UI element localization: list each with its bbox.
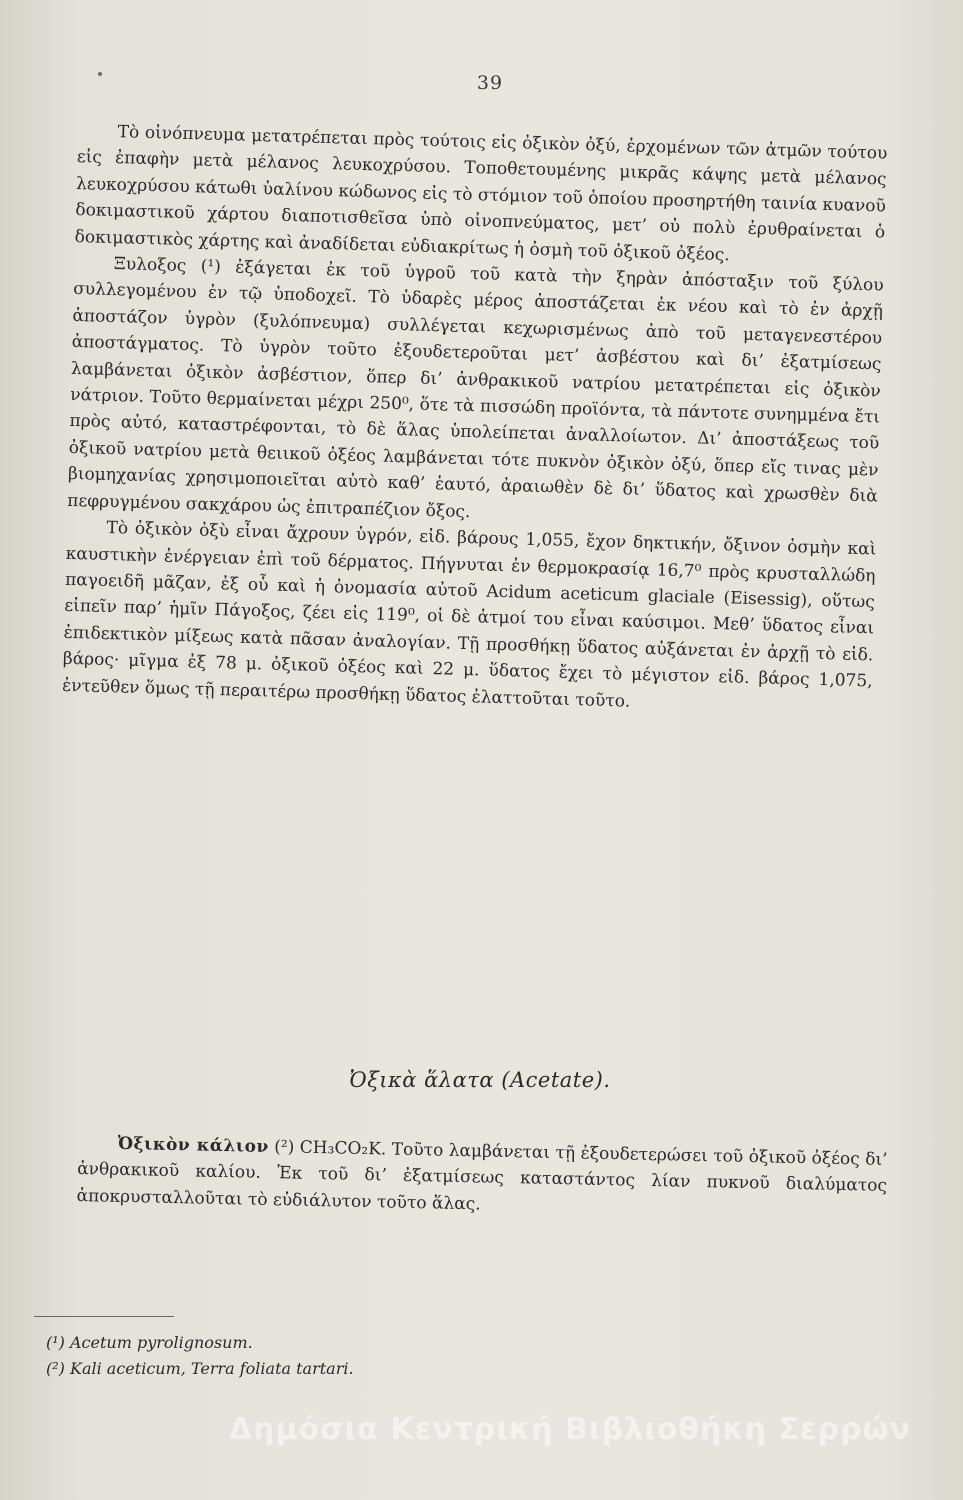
section-text	[76, 1130, 887, 1226]
section-heading: Ὀξικὰ ἅλατα (Acetate).	[349, 1068, 611, 1092]
ink-speck	[98, 72, 102, 76]
paragraph-alcohol-oxidation: Τὸ οἰνόπνευμα μετατρέπεται πρὸς τούτοις εἰς ὀξικὸν ὀξύ, ἐρχομένων τῶν ἀτμῶν τούτου εἰς ἐπαφὴν μετὰ μέλανος λευκοχρύσου. Τοποθετουμένης μικρᾶς κάψης μετὰ μέλανος λευκοχρύσου κάτωθι ὑαλίνου κώδωνος εἰς τὸ στόμιον τοῦ ὁποίου προσηρτήθη ταινία κυανοῦ δοκιμαστικοῦ χάρτου διαποτισθεῖσα ὑπὸ οἰνοπνεύματος, μετ’ οὐ πολὺ ἐρυθραίνεται ὁ δοκιμαστικὸς χάρτης καὶ ἀναδίδεται εὐδιακρίτως ἡ ὀσμὴ τοῦ ὀξικοῦ ὀξέος.	[74, 122, 888, 265]
paragraph-wood-vinegar: Ξυλοξος (¹) ἐξάγεται ἐκ τοῦ ὑγροῦ τοῦ κατὰ τὴν ξηρὰν ἀπόσταξιν τοῦ ξύλου συλλεγομένου ἐν τῷ ὑποδοχεῖ. Τὸ ὑδαρὲς μέρος ἀποστάζεται ἐκ νέου καὶ τὸ ἐν ἀρχῇ ἀποστάζον ὑγρὸν (ξυλόπνευμα) συλλέγεται κεχωρισμένως ἀπὸ τοῦ μεταγενεστέρου ἀποστάγματος. Τὸ ὑγρὸν τοῦτο ἐξουδετεροῦται μετ’ ἀσβέστου καὶ δι’ ἐξατμίσεως λαμβάνεται ὀξικὸν ἀσβέστιον, ὅπερ δι’ ἀνθρακικοῦ νατρίου μετατρέπεται εἰς ὀξικὸν νάτριον. Τοῦτο θερμαίνεται μέχρι 250⁰, ὅτε τὰ πισσώδη προϊόντα, τὰ πάντοτε συνημμένα ἔτι πρὸς αὐτό, καταστρέφονται, τὸ δὲ ἅλας ὑπολείπεται ἀναλλοίωτον. Δι’ ἀποστάξεως τοῦ ὀξικοῦ νατρίου μετὰ θειικοῦ ὀξέος λαμβάνεται τότε πυκνὸν ὀξικὸν ὀξύ, ὅπερ εἴς τινας μὲν βιομηχανίας χρησιμοποιεῖται αὐτὸ καθ’ ἑαυτό, ἀραιωθὲν δὲ δι’ ὕδατος καὶ χρωσθὲν διὰ πεφρυγμένου σακχάρου ὡς ἐπιτραπέζιον ὄξος.	[67, 254, 884, 522]
body-text	[62, 118, 888, 721]
footnote-divider	[34, 1316, 174, 1317]
page-number: 39	[476, 72, 504, 94]
footnote-1: (¹) Acetum pyrolignosum.	[46, 1333, 253, 1352]
term-potassium-acetate: Ὀξικὸν κάλιον	[117, 1133, 269, 1157]
library-watermark: Δημόσια Κεντρική Βιβλιοθήκη Σερρών	[228, 1412, 912, 1447]
footnote-2: (²) Kali aceticum, Terra foliata tartari.	[46, 1359, 354, 1378]
potassium-acetate-description: (²) CH₃CO₂K. Τοῦτο λαμβάνεται τῇ ἐξουδετερώσει τοῦ ὀξικοῦ ὀξέος δι’ ἀνθρακικοῦ καλίου. Ἐκ τοῦ δι’ ἐξατμίσεως καταστάντος λίαν πυκνοῦ διαλύματος ἀποκρυσταλλοῦται τὸ εὐδιάλυτον τοῦτο ἅλας.	[76, 1137, 888, 1215]
footnotes	[46, 1330, 646, 1382]
paragraph-potassium-acetate	[76, 1130, 887, 1226]
paragraph-acetic-acid-properties: Τὸ ὀξικὸν ὀξὺ εἶναι ἄχρουν ὑγρόν, εἰδ. βάρους 1,055, ἔχον δηκτικήν, ὄξινον ὀσμὴν καὶ καυστικὴν ἐνέργειαν ἐπὶ τοῦ δέρματος. Πήγνυται ἐν θερμοκρασίᾳ 16,7⁰ πρὸς κρυσταλλώδη παγοειδῆ μᾶζαν, ἐξ οὗ καὶ ἡ ὀνομασία αὐτοῦ Acidum aceticum glaciale (Eisessig), οὕτως εἰπεῖν παρ’ ἡμῖν Πάγοξος, ζέει εἰς 119⁰, οἱ δὲ ἀτμοί του εἶναι καύσιμοι. Μεθ’ ὕδατος εἶναι ἐπιδεκτικὸν μίξεως κατὰ πᾶσαν ἀναλογίαν. Τῇ προσθήκῃ ὕδατος αὐξάνεται ἐν ἀρχῇ τὸ εἰδ. βάρος· μῖγμα ἐξ 78 μ. ὀξικοῦ ὀξέος καὶ 22 μ. ὕδατος ἔχει τὸ μέγιστον εἰδ. βάρος 1,075, ἐντεῦθεν ὅμως τῇ περαιτέρω προσθήκῃ ὕδατος ἐλαττοῦται τοῦτο.	[61, 518, 877, 712]
